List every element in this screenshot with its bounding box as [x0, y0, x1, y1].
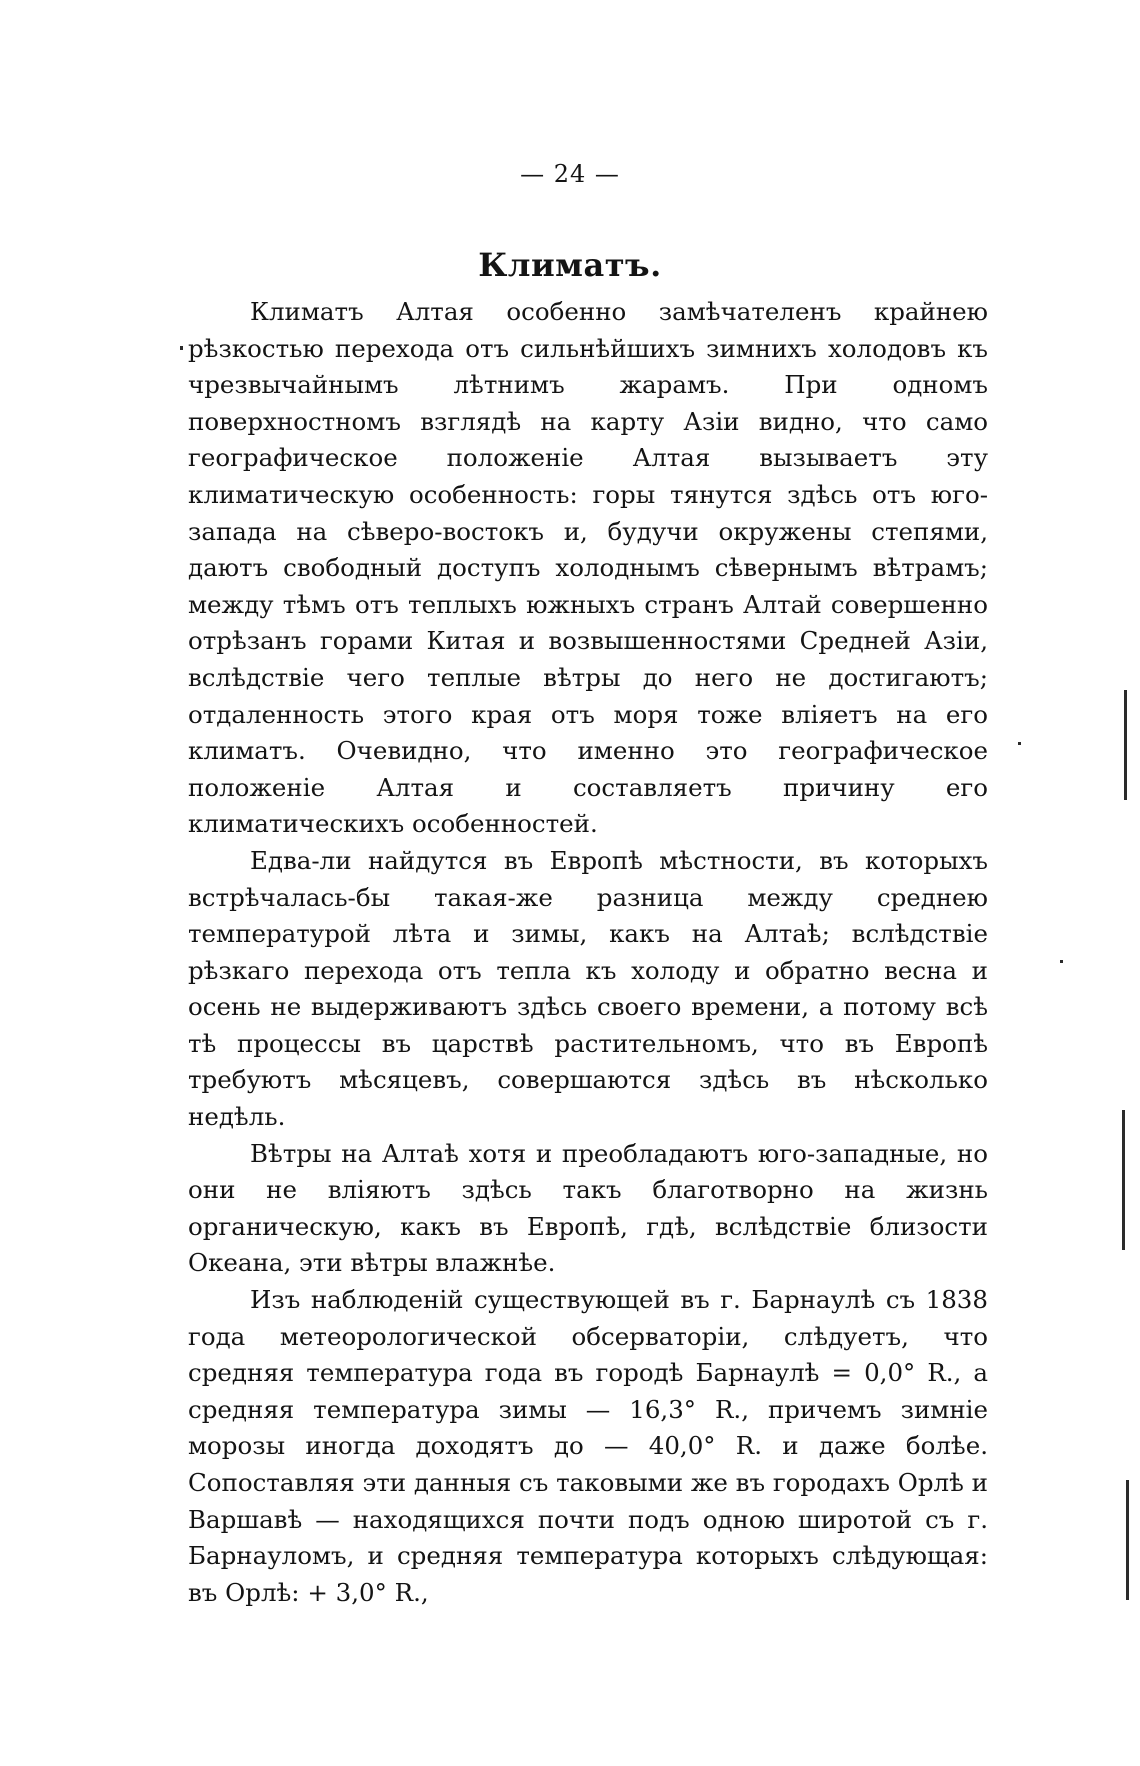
- paragraph-winds: Вѣтры на Алтаѣ хотя и преобладаютъ юго-западные, но они не вліяютъ здѣсь такъ благотворно на жизнь органическую, какъ въ Европѣ, гдѣ, вслѣдствіе близости Океана, эти вѣтры влажнѣе.: [188, 1138, 988, 1278]
- scan-speck: [1018, 742, 1021, 745]
- scan-edge-mark: [1126, 1480, 1129, 1600]
- section-heading: Климатъ.: [478, 246, 662, 284]
- body-text: [188, 294, 988, 1611]
- scan-speck: [1060, 960, 1063, 963]
- scan-speck: [180, 346, 183, 350]
- paragraph-europe-comparison: Едва-ли найдутся въ Европѣ мѣстности, въ которыхъ встрѣчалась-бы такая-же разница между среднею температурой лѣта и зимы, какъ на Алтаѣ; вслѣдствіе рѣзкаго перехода отъ тепла къ холоду и обратно весна и осень не выдерживаютъ здѣсь своего времени, а потому всѣ тѣ процессы въ царствѣ растительномъ, что въ Европѣ требуютъ мѣсяцевъ, совершаются здѣсь въ нѣсколько недѣль.: [188, 845, 988, 1132]
- scan-edge-mark: [1122, 1110, 1125, 1250]
- page-number: — 24 —: [520, 160, 620, 188]
- scan-edge-mark: [1124, 690, 1127, 800]
- paragraph-climate-intro: Климатъ Алтая особенно замѣчателенъ крайнею рѣзкостью перехода отъ сильнѣйшихъ зимнихъ холодовъ къ чрезвычайнымъ лѣтнимъ жарамъ. При одномъ поверхностномъ взглядѣ на карту Азіи видно, что само географическое положеніе Алтая вызываетъ эту климатическую особенность: горы тянутся здѣсь отъ юго-запада на сѣверо-востокъ и, будучи окружены степями, даютъ свободный доступъ холоднымъ сѣвернымъ вѣтрамъ; между тѣмъ отъ теплыхъ южныхъ странъ Алтай совершенно отрѣзанъ горами Китая и возвышенностями Средней Азіи, вслѣдствіе чего теплые вѣтры до него не достигаютъ; отдаленность этого края отъ моря тоже вліяетъ на его климатъ. Очевидно, что именно это географическое положеніе Алтая и составляетъ причину его климатическихъ особенностей.: [188, 297, 988, 839]
- paragraph-barnaul-observations: Изъ наблюденій существующей въ г. Барнаулѣ съ 1838 года метеорологической обсерваторіи, слѣдуетъ, что средняя температура года въ городѣ Барнаулѣ = 0,0° R., а средняя температура зимы — 16,3° R., причемъ зимніе морозы иногда доходятъ до — 40,0° R. и даже болѣе. Сопоставляя эти данныя съ таковыми же въ городахъ Орлѣ и Варшавѣ — находящихся почти подъ одною широтой съ г. Барнауломъ, и средняя температура которыхъ слѣдующая: въ Орлѣ: + 3,0° R.,: [188, 1285, 988, 1607]
